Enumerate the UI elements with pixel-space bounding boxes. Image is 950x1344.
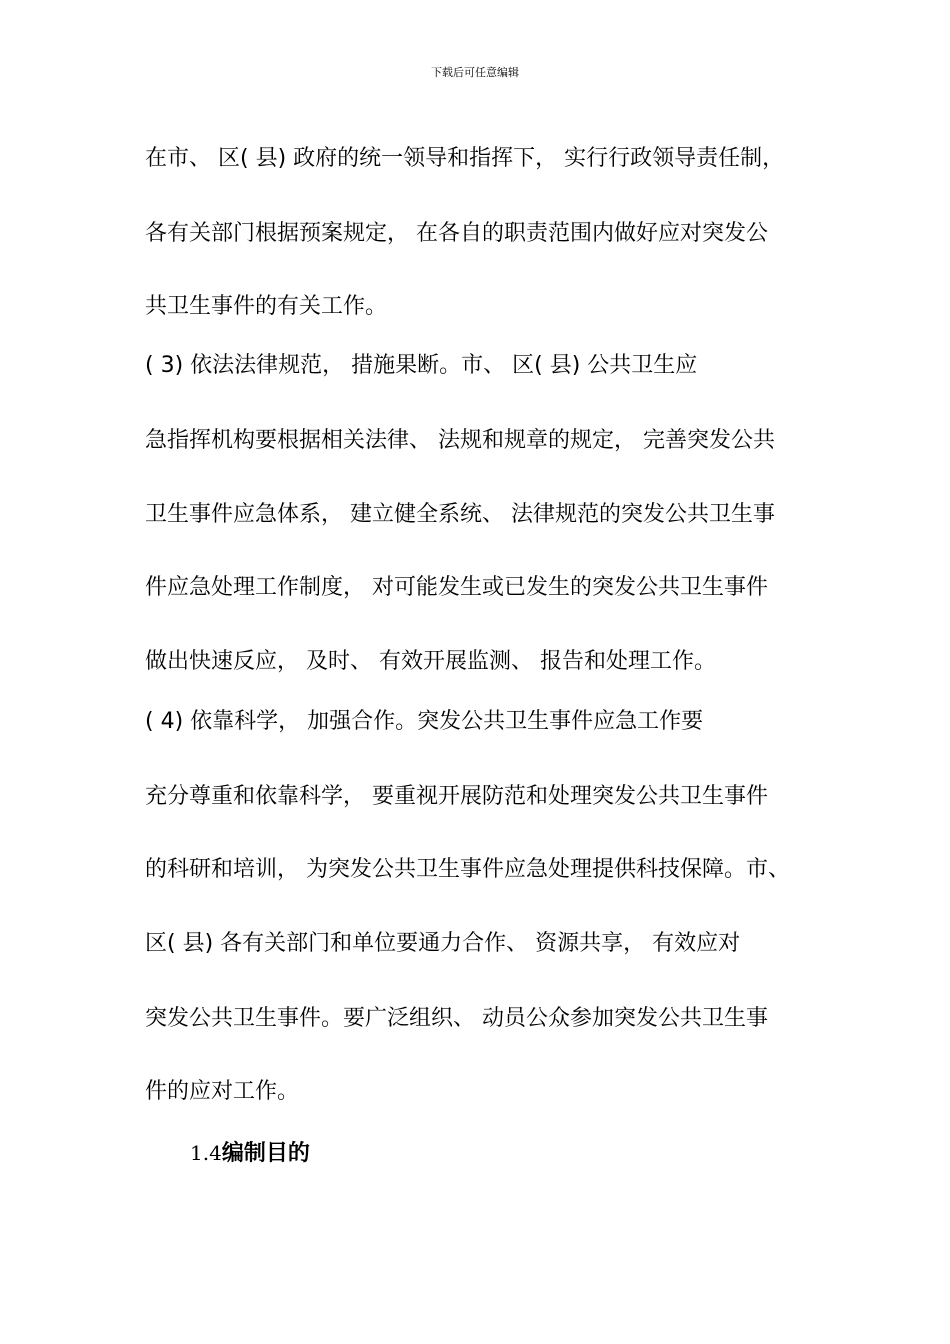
text-line: 卫生事件应急体系， 建立健全系统、 法律规范的突发公共卫生事 (145, 502, 775, 527)
text-line: 在市、 区( 县) 政府的统一领导和指挥下， 实行行政领导责任制， (145, 146, 785, 171)
text-line: 充分尊重和依靠科学， 要重视开展防范和处理突发公共卫生事件 (145, 784, 768, 809)
text-line: 件应急处理工作制度， 对可能发生或已发生的突发公共卫生事件 (145, 575, 768, 600)
section-number: 1.4 (190, 1141, 222, 1165)
text-line: 急指挥机构要根据相关法律、 法规和规章的规定， 完善突发公共 (145, 428, 775, 453)
section-title: 编制目的 (221, 1141, 310, 1166)
text-line: 做出快速反应， 及时、 有效开展监测、 报告和处理工作。 (145, 649, 716, 674)
text-line: 共卫生事件的有关工作。 (145, 294, 388, 319)
page-header: 下载后可任意编辑 (431, 66, 519, 79)
text-line: 各有关部门根据预案规定， 在各自的职责范围内做好应对突发公 (145, 221, 768, 246)
text-line: 突发公共卫生事件。要广泛组织、 动员公众参加突发公共卫生事 (145, 1006, 768, 1031)
text-line: 的科研和培训， 为突发公共卫生事件应急处理提供科技保障。市、 (145, 857, 790, 882)
text-line: 区( 县) 各有关部门和单位要通力合作、 资源共享， 有效应对 (145, 931, 741, 956)
text-line: ( 4) 依靠科学， 加强合作。突发公共卫生事件应急工作要 (145, 709, 704, 734)
text-line: 件的应对工作。 (145, 1079, 300, 1104)
section-heading (190, 1140, 310, 1167)
text-line: ( 3) 依法法律规范， 措施果断。市、 区( 县) 公共卫生应 (145, 353, 698, 378)
